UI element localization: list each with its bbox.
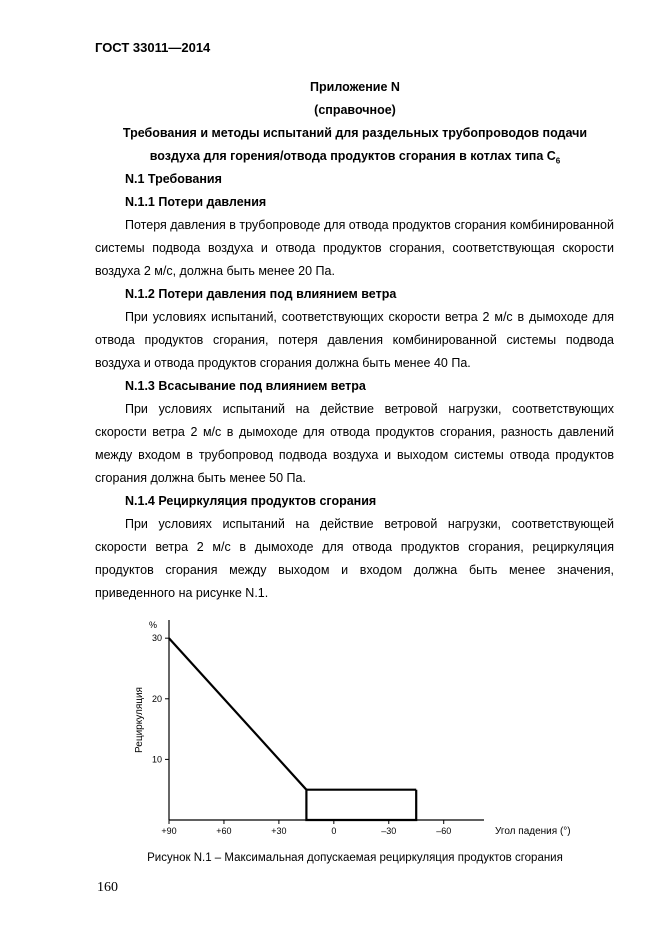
section-heading-n1-3: N.1.3 Всасывание под влиянием ветра <box>125 379 366 393</box>
section-heading-n1-4: N.1.4 Рециркуляция продуктов сгорания <box>125 494 377 508</box>
x-tick-label: +90 <box>161 826 177 836</box>
y-tick-label: 10 <box>151 754 162 765</box>
section-heading-n1: N.1 Требования <box>125 172 222 186</box>
y-ticks <box>152 633 169 764</box>
standard-header: ГОСТ 33011—2014 <box>95 40 211 55</box>
x-tick-label: +30 <box>271 826 287 836</box>
y-unit-label: % <box>148 620 157 630</box>
y-axis-label: Рециркуляция <box>134 687 145 753</box>
section-text-n1-4: При условиях испытаний на действие ветровой нагрузки, соответствующей скорости ветра 2 м/с в дымоходе для отвода продуктов сгорания, рециркуляция продуктов сгорания между выходом и входом должна быть менее значения, приведенного на рисунке N.1. <box>95 517 614 600</box>
y-tick-label: 30 <box>151 633 162 644</box>
appendix-heading-line1: Требования и методы испытаний для раздельных трубопроводов подачи <box>122 126 588 140</box>
x-tick-label: –30 <box>381 826 397 836</box>
section-heading-n1-2: N.1.2 Потери давления под влиянием ветра <box>125 287 397 301</box>
x-axis-label: Угол падения (°) <box>495 826 571 837</box>
x-ticks <box>161 820 451 836</box>
section-heading-n1-1: N.1.1 Потери давления <box>125 195 267 209</box>
figure-caption: Рисунок N.1 – Максимальная допускаемая рециркуляция продуктов сгорания <box>147 852 563 864</box>
x-tick-label: +60 <box>216 826 232 836</box>
appendix-title: Приложение N <box>310 80 400 94</box>
y-tick-label: 20 <box>151 693 162 704</box>
appendix-heading-subscript: 6 <box>555 156 561 166</box>
x-tick-label: 0 <box>331 826 337 836</box>
x-tick-label: –60 <box>436 826 452 836</box>
series-group <box>169 638 416 820</box>
section-text-n1-2: При условиях испытаний, соответствующих скорости ветра 2 м/с в дымоходе для отвода продуктов сгорания, потеря давления комбинированной системы подвода воздуха и отвода продуктов сгорания должна быть менее 40 Па. <box>95 310 614 370</box>
section-text-n1-1: Потеря давления в трубопроводе для отвода продуктов сгорания комбинированной системы подвода воздуха и отвода продуктов сгорания, соответствующая скорости воздуха 2 м/с, должна быть менее 20 Па. <box>95 218 614 278</box>
section-text-n1-3: При условиях испытаний на действие ветровой нагрузки, соответствующих скорости ветра 2 м/с в дымоходе для отвода продуктов сгорания, разность давлений между входом в трубопровод подвода воздуха и выходом системы отвода продуктов сгорания должна быть менее 50 Па. <box>95 402 614 485</box>
appendix-status: (справочное) <box>314 103 396 117</box>
appendix-heading-line2 <box>95 149 615 166</box>
series-line-limit <box>169 638 416 820</box>
appendix-heading-line2-text: воздуха для горения/отвода продуктов сгорания в котлах типа С <box>149 149 556 163</box>
page-number: 160 <box>97 880 118 895</box>
